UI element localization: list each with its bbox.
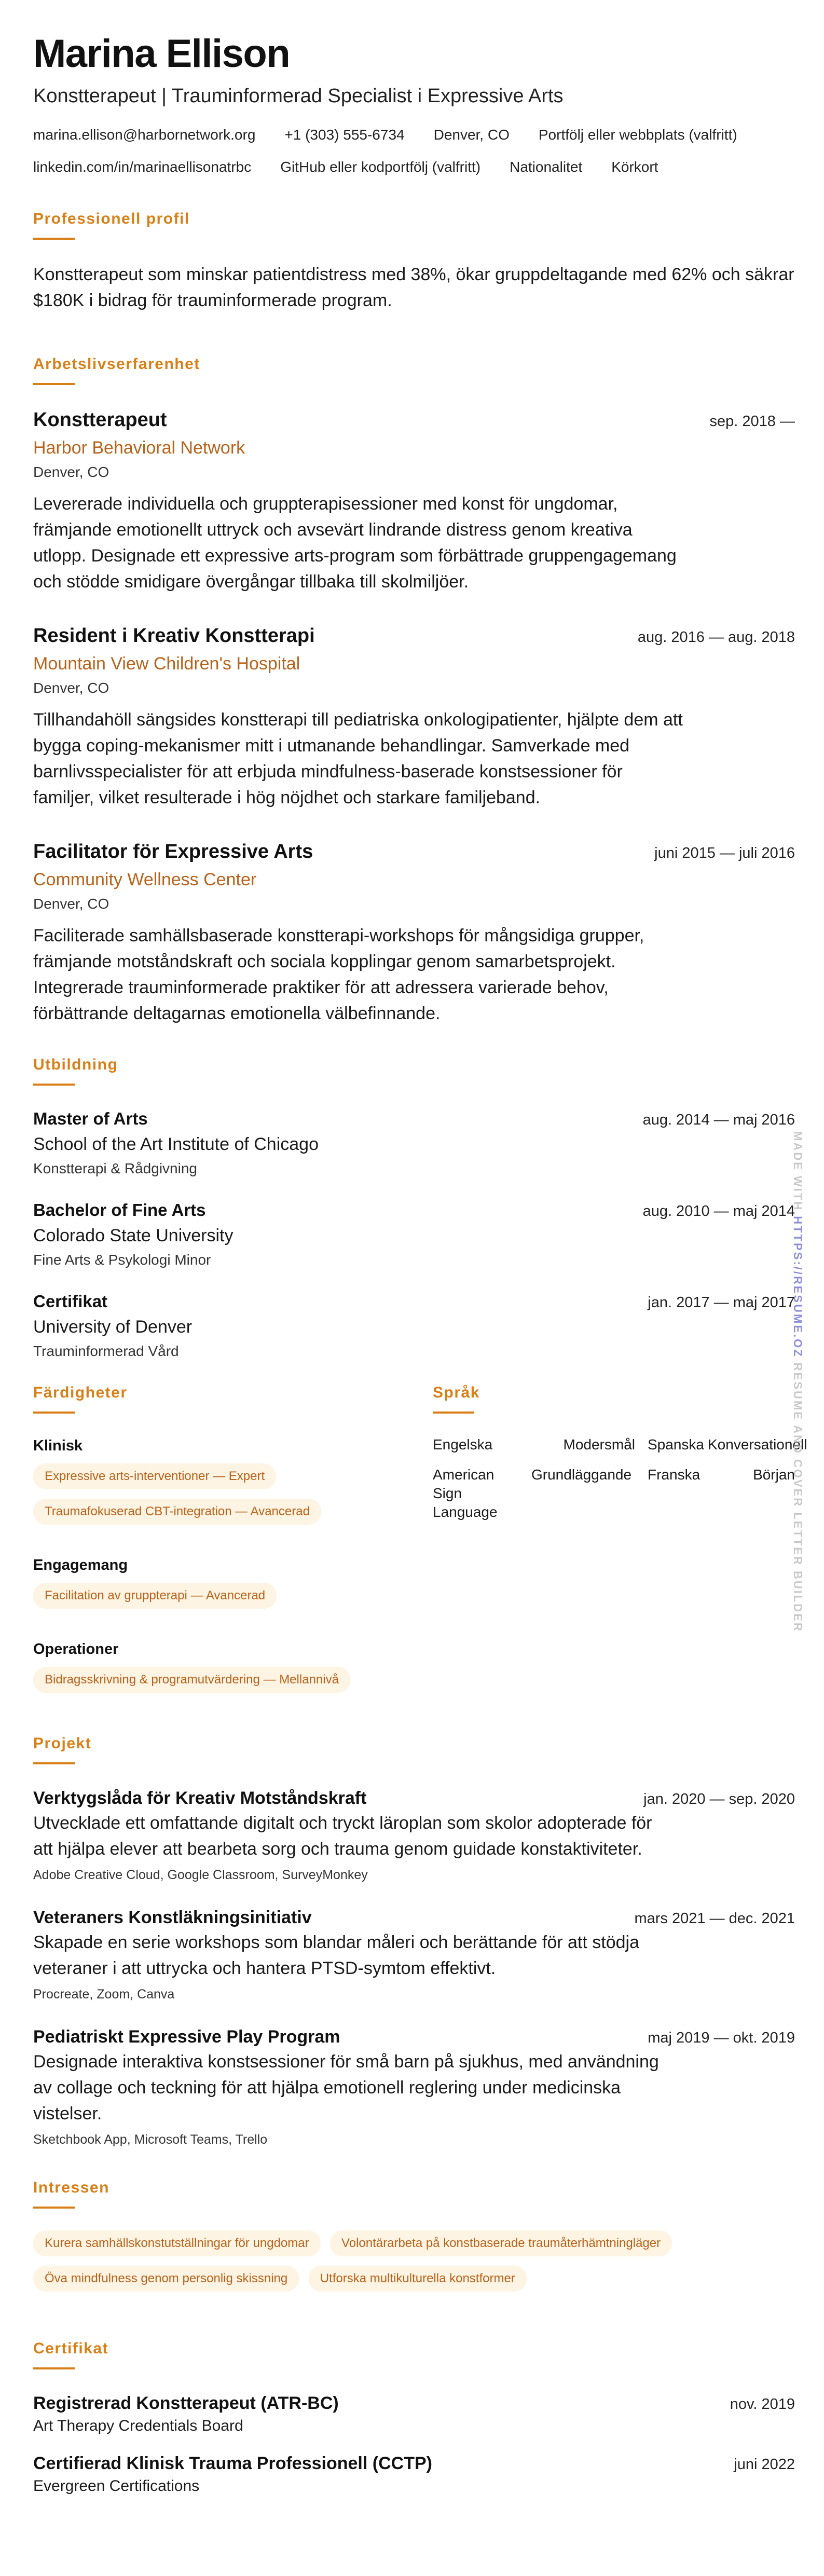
project-tools: Procreate, Zoom, Canva bbox=[33, 1987, 175, 2002]
section-title: Arbetslivserfarenhet bbox=[33, 355, 200, 373]
section-divider bbox=[33, 238, 75, 240]
section-title: Projekt bbox=[33, 1735, 92, 1752]
skill-category: Klinisk bbox=[33, 1437, 83, 1454]
section-title: Utbildning bbox=[33, 1056, 118, 1073]
project-name: Verktygslåda för Kreativ Motståndskraft bbox=[33, 1788, 367, 1808]
job-dates: aug. 2016 — aug. 2018 bbox=[637, 629, 795, 646]
certificate-date: juni 2022 bbox=[734, 2456, 795, 2473]
education-entry bbox=[33, 1290, 795, 1362]
skill-chip: Expressive arts-interventioner — Expert bbox=[33, 1463, 276, 1489]
certificate-name: Certifierad Klinisk Trauma Professionell (CCTP) bbox=[33, 2454, 432, 2473]
employer-name: Harbor Behavioral Network bbox=[33, 438, 245, 458]
languages-list bbox=[433, 1435, 807, 1522]
certificate-entry bbox=[33, 2451, 795, 2497]
contact-location: Denver, CO bbox=[433, 127, 510, 143]
section-divider bbox=[33, 1762, 75, 1764]
interest-chip: Öva mindfulness genom personlig skissning bbox=[33, 2266, 299, 2292]
section-title: Professionell profil bbox=[33, 210, 190, 227]
certificate-name: Registrerad Konstterapeut (ATR-BC) bbox=[33, 2393, 339, 2413]
job-dates: sep. 2018 — bbox=[709, 413, 795, 430]
language-name: Spanska bbox=[648, 1436, 704, 1453]
project-tools: Sketchbook App, Microsoft Teams, Trello bbox=[33, 2132, 268, 2147]
contact-linkedin[interactable]: linkedin.com/in/marinaellisonatrbc bbox=[33, 159, 252, 175]
skill-group bbox=[33, 1555, 433, 1618]
skill-group bbox=[33, 1639, 433, 1702]
contact-list bbox=[33, 125, 795, 189]
watermark-suffix: RESUME AND COVER LETTER BUILDER bbox=[791, 1358, 804, 1633]
contact-portfolio[interactable]: Portfölj eller webbplats (valfritt) bbox=[538, 127, 737, 143]
contact-phone[interactable]: +1 (303) 555-6734 bbox=[284, 127, 405, 143]
project-tools: Adobe Creative Cloud, Google Classroom, SurveyMonkey bbox=[33, 1868, 368, 1882]
field-of-study: Trauminformerad Vård bbox=[33, 1343, 179, 1359]
contact-github[interactable]: GitHub eller kodportfölj (valfritt) bbox=[280, 159, 481, 175]
contact-email[interactable]: marina.ellison@harbornetwork.org bbox=[33, 127, 256, 143]
job-description: Levererade individuella och gruppterapisessioner med konst för ungdomar, främjande emotionellt uttryck och avsevärt lindrande distress genom kreativa utlopp. Designade ett expressive arts-program som förbättrade gruppengagemang och stödde smidigare övergångar tillbaka till skolmiljöer. bbox=[33, 494, 677, 592]
certificate-entry bbox=[33, 2391, 795, 2437]
language-level: Grundläggande bbox=[531, 1467, 632, 1483]
skill-chip: Facilitation av gruppterapi — Avancerad bbox=[33, 1583, 277, 1609]
section-title: Färdigheter bbox=[33, 1384, 128, 1401]
skills-section bbox=[33, 1382, 433, 1723]
education-section bbox=[33, 1054, 795, 1362]
project-entry bbox=[33, 1906, 795, 2004]
skill-chip: Bidragsskrivning & programutvärdering — Mellannivå bbox=[33, 1667, 350, 1693]
job-description: Faciliterade samhällsbaserade konstterapi-workshops för mångsidiga grupper, främjande motståndskraft och sociala kopplingar genom samarbetsprojekt. Integrerade trauminformerade praktiker för att adressera varierade behov, förbättrande deltagarnas emotionella välbefinnande. bbox=[33, 926, 644, 1023]
project-entry bbox=[33, 1786, 795, 1885]
projects-section bbox=[33, 1733, 795, 2149]
candidate-headline: Konstterapeut | Trauminformerad Specialist i Expressive Arts bbox=[33, 85, 564, 107]
education-dates: aug. 2014 — maj 2016 bbox=[642, 1112, 795, 1128]
project-description: Skapade en serie workshops som blandar måleri och berättande för att stödja veteraner i att uttrycka och hantera PTSD-symtom effektivt. bbox=[33, 1933, 639, 1978]
job-title: Facilitator för Expressive Arts bbox=[33, 841, 313, 862]
section-title: Språk bbox=[433, 1384, 480, 1401]
degree-title: Bachelor of Fine Arts bbox=[33, 1200, 206, 1220]
job-description: Tillhandahöll sängsides konstterapi till pediatriska onkologipatienter, hjälpte dem att bygga coping-mekanismer mitt i utmanande behandlingar. Samverkade med barnlivsspecialister för att erbjuda mindfulness-baserade konstsessioner för familjer, vilket resulterade i hög nöjdhet och starkare familjeband. bbox=[33, 710, 683, 807]
section-divider bbox=[33, 1412, 75, 1414]
section-divider bbox=[33, 2207, 75, 2209]
job-title: Resident i Kreativ Konstterapi bbox=[33, 625, 315, 647]
language-level: Konversationell bbox=[708, 1436, 807, 1453]
job-location: Denver, CO bbox=[33, 464, 109, 480]
section-divider bbox=[33, 1084, 75, 1086]
interests-section bbox=[33, 2177, 795, 2301]
builder-watermark bbox=[791, 1131, 804, 1633]
resume-header bbox=[33, 31, 795, 189]
interests-list bbox=[33, 2230, 795, 2301]
section-divider bbox=[33, 2367, 75, 2369]
experience-entry bbox=[33, 407, 795, 595]
language-name: Engelska bbox=[433, 1436, 493, 1453]
contact-license: Körkort bbox=[611, 159, 658, 175]
project-description: Utvecklade ett omfattande digitalt och tryckt läroplan som skolor adopterade för att hjälpa elever att bearbeta sorg och trauma genom guidade konstaktiviteter. bbox=[33, 1813, 652, 1859]
language-level: Modersmål bbox=[563, 1436, 635, 1453]
interest-chip: Volontärarbeta på konstbaserade traumåterhämtningläger bbox=[330, 2230, 672, 2256]
section-divider bbox=[433, 1412, 474, 1414]
degree-title: Master of Arts bbox=[33, 1109, 148, 1128]
field-of-study: Konstterapi & Rådgivning bbox=[33, 1160, 197, 1176]
experience-section bbox=[33, 354, 795, 1026]
school-name: Colorado State University bbox=[33, 1226, 234, 1245]
project-name: Veteraners Konstläkningsinitiativ bbox=[33, 1908, 312, 1927]
certificate-date: nov. 2019 bbox=[730, 2396, 795, 2413]
interest-chip: Utforska multikulturella konstformer bbox=[309, 2266, 527, 2292]
project-dates: maj 2019 — okt. 2019 bbox=[648, 2030, 795, 2046]
experience-entry bbox=[33, 839, 795, 1026]
school-name: University of Denver bbox=[33, 1317, 193, 1337]
education-entry bbox=[33, 1199, 795, 1270]
skill-group bbox=[33, 1435, 433, 1534]
education-dates: aug. 2010 — maj 2014 bbox=[642, 1203, 795, 1220]
project-entry bbox=[33, 2025, 795, 2149]
skill-category: Operationer bbox=[33, 1641, 119, 1657]
skill-chip: Traumafokuserad CBT-integration — Avancerad bbox=[33, 1499, 321, 1525]
candidate-name: Marina Ellison bbox=[33, 32, 290, 76]
employer-name: Community Wellness Center bbox=[33, 870, 257, 889]
experience-entry bbox=[33, 623, 795, 811]
education-dates: jan. 2017 — maj 2017 bbox=[648, 1294, 795, 1311]
project-dates: mars 2021 — dec. 2021 bbox=[634, 1910, 795, 1927]
project-name: Pediatriskt Expressive Play Program bbox=[33, 2027, 340, 2047]
watermark-link[interactable]: HTTPS://RESUME.OZ bbox=[791, 1216, 804, 1358]
section-divider bbox=[33, 383, 75, 385]
certificates-section bbox=[33, 2338, 795, 2497]
certificate-issuer: Evergreen Certifications bbox=[33, 2477, 200, 2495]
contact-nationality: Nationalitet bbox=[510, 159, 583, 175]
language-level: Början bbox=[753, 1467, 795, 1483]
profile-section bbox=[33, 209, 795, 313]
job-location: Denver, CO bbox=[33, 896, 109, 912]
watermark-prefix: MADE WITH bbox=[791, 1131, 804, 1216]
skill-category: Engagemang bbox=[33, 1557, 128, 1573]
profile-summary: Konstterapeut som minskar patientdistress med 38%, ökar gruppdeltagande med 62% och säkrar $180K i bidrag för trauminformerade program. bbox=[33, 265, 794, 310]
project-dates: jan. 2020 — sep. 2020 bbox=[643, 1791, 795, 1807]
language-name: Franska bbox=[648, 1467, 701, 1483]
project-description: Designade interaktiva konstsessioner för små barn på sjukhus, med användning av collage och teckning för att hjälpa emotionell reglering under medicinska vistelser. bbox=[33, 2052, 659, 2123]
interest-chip: Kurera samhällskonstutställningar för ungdomar bbox=[33, 2230, 321, 2256]
education-entry bbox=[33, 1107, 795, 1179]
job-location: Denver, CO bbox=[33, 680, 109, 696]
section-title: Certifikat bbox=[33, 2340, 109, 2357]
school-name: School of the Art Institute of Chicago bbox=[33, 1134, 319, 1154]
section-title: Intressen bbox=[33, 2179, 109, 2196]
field-of-study: Fine Arts & Psykologi Minor bbox=[33, 1252, 211, 1268]
degree-title: Certifikat bbox=[33, 1292, 108, 1311]
language-name: American Sign Language bbox=[433, 1467, 498, 1520]
job-dates: juni 2015 — juli 2016 bbox=[654, 845, 795, 861]
job-title: Konstterapeut bbox=[33, 409, 167, 431]
employer-name: Mountain View Children's Hospital bbox=[33, 654, 300, 674]
certificate-issuer: Art Therapy Credentials Board bbox=[33, 2417, 243, 2434]
